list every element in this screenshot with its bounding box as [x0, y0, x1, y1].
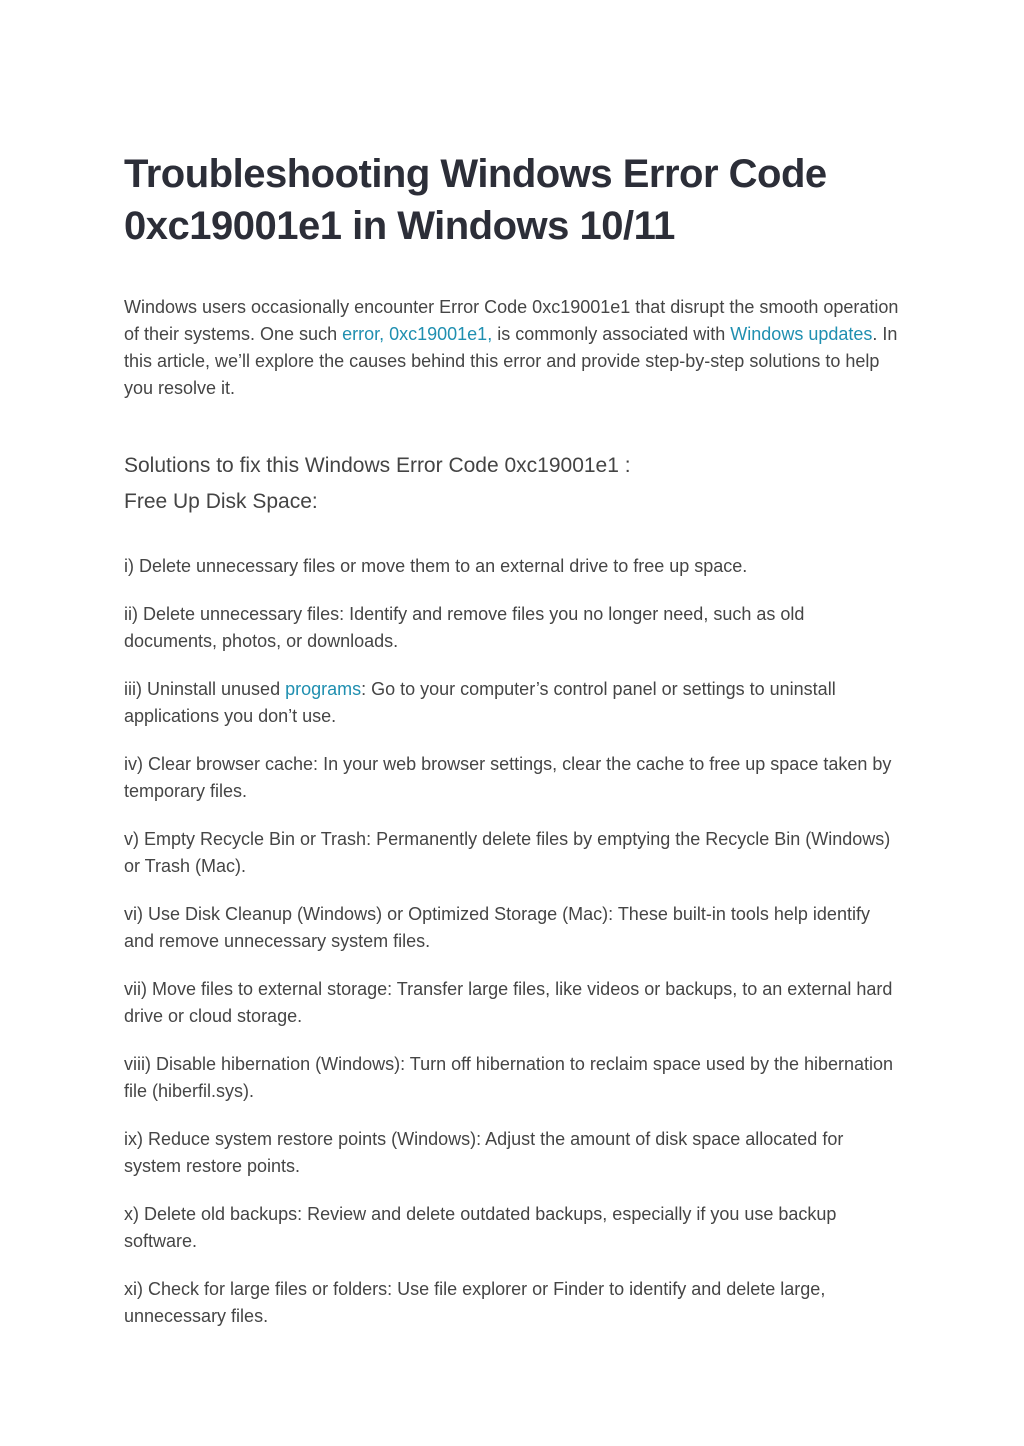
list-item: v) Empty Recycle Bin or Trash: Permanently delete files by emptying the Recycle Bin (Windows) or Trash (Mac). — [124, 829, 891, 876]
intro-text: . In this article, we’ll explore the causes behind this error and provide step-by-step solutions to help you resolve it. — [124, 324, 898, 398]
intro-text: Windows users occasionally encounter Error Code 0xc19001e1 that disrupt the smooth operation of their systems. One such — [124, 297, 899, 344]
solution-list — [124, 553, 900, 1330]
item-text: iii) Uninstall unused — [124, 679, 286, 699]
list-item: ii) Delete unnecessary files: Identify and remove files you no longer need, such as old documents, photos, or downloads. — [124, 604, 805, 651]
list-item — [124, 676, 900, 730]
list-item: iv) Clear browser cache: In your web browser settings, clear the cache to free up space taken by temporary files. — [124, 754, 892, 801]
list-item: vi) Use Disk Cleanup (Windows) or Optimized Storage (Mac): These built-in tools help identify and remove unnecessary system files. — [124, 904, 870, 951]
section-heading: Free Up Disk Space: — [124, 490, 318, 513]
programs-link[interactable]: programs — [285, 679, 362, 699]
list-item: i) Delete unnecessary files or move them to an external drive to free up space. — [124, 556, 748, 576]
intro-paragraph — [124, 294, 900, 402]
list-item: xi) Check for large files or folders: Use file explorer or Finder to identify and delete large, unnecessary files. — [124, 1279, 826, 1326]
windows-updates-link[interactable]: Windows updates — [730, 324, 873, 344]
page-title: Troubleshooting Windows Error Code 0xc19001e1 in Windows 10/11 — [124, 152, 827, 248]
error-link[interactable]: error, 0xc19001e1, — [342, 324, 493, 344]
solutions-heading: Solutions to fix this Windows Error Code 0xc19001e1 : — [124, 454, 631, 477]
list-item: vii) Move files to external storage: Transfer large files, like videos or backups, to an external hard drive or cloud storage. — [124, 979, 893, 1026]
list-item: ix) Reduce system restore points (Windows): Adjust the amount of disk space allocated for system restore points. — [124, 1129, 844, 1176]
item-text: : Go to your computer’s control panel or settings to uninstall applications you don’t use. — [124, 679, 836, 726]
intro-text: is commonly associated with — [492, 324, 731, 344]
list-item: viii) Disable hibernation (Windows): Turn off hibernation to reclaim space used by the hibernation file (hiberfil.sys). — [124, 1054, 894, 1101]
document-page — [124, 148, 900, 1351]
list-item: x) Delete old backups: Review and delete outdated backups, especially if you use backup software. — [124, 1204, 837, 1251]
